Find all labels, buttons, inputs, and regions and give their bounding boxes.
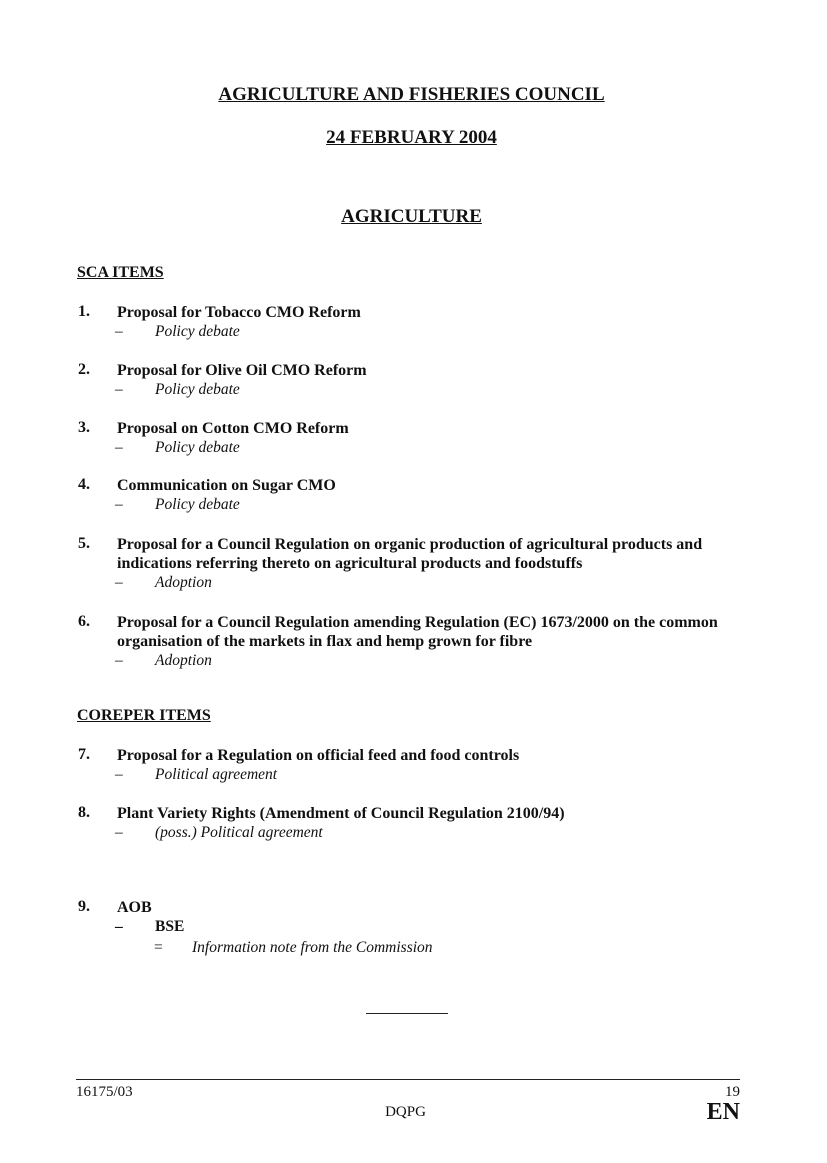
- item-number: 1.: [78, 303, 90, 320]
- item-title: Proposal for Tobacco CMO Reform: [117, 304, 361, 321]
- item-status: Policy debate: [155, 496, 240, 513]
- item-title: Proposal for a Council Regulation on organic production of agricultural products and indications referring thereto on agricultural products and foodstuffs: [117, 536, 703, 572]
- item-title: AOB: [117, 899, 152, 916]
- dash-bullet: –: [115, 381, 123, 398]
- item-number: 7.: [78, 746, 90, 763]
- dash-bullet: –: [115, 918, 123, 935]
- department-code: DQPG: [385, 1104, 426, 1120]
- item-status: Adoption: [155, 574, 212, 591]
- dash-bullet: –: [115, 652, 123, 669]
- doc-number: 16175/03: [76, 1084, 133, 1100]
- meeting-date: 24 FEBRUARY 2004: [326, 127, 497, 148]
- item-title: Proposal for a Council Regulation amending Regulation (EC) 1673/2000 on the common organisation of the markets in flax and hemp grown for fibre: [117, 614, 718, 650]
- item-status: Policy debate: [155, 381, 240, 398]
- dash-bullet: –: [115, 574, 123, 591]
- dash-bullet: –: [115, 323, 123, 340]
- agenda-item: [78, 419, 768, 458]
- equals-bullet: =: [154, 939, 163, 956]
- closing-rule: [366, 1013, 448, 1014]
- dash-bullet: –: [115, 824, 123, 841]
- agenda-item: [78, 535, 768, 593]
- agenda-item: [78, 613, 768, 671]
- item-number: 6.: [78, 613, 90, 630]
- item-title: Plant Variety Rights (Amendment of Council Regulation 2100/94): [117, 805, 565, 822]
- item-status: Adoption: [155, 652, 212, 669]
- agenda-item: [78, 476, 768, 515]
- item-number: 2.: [78, 361, 90, 378]
- page-title: AGRICULTURE AND FISHERIES COUNCIL: [218, 84, 605, 105]
- section-heading-sca: SCA ITEMS: [77, 264, 164, 281]
- item-title: Proposal for Olive Oil CMO Reform: [117, 362, 367, 379]
- footer-rule: [76, 1079, 740, 1080]
- item-status: Policy debate: [155, 323, 240, 340]
- item-subtopic: BSE: [155, 918, 185, 935]
- item-title: Proposal for a Regulation on official feed and food controls: [117, 747, 520, 764]
- item-status: (poss.) Political agreement: [155, 824, 323, 841]
- section-heading-coreper: COREPER ITEMS: [77, 707, 211, 724]
- agenda-item: [78, 898, 768, 958]
- dash-bullet: –: [115, 439, 123, 456]
- item-status: Political agreement: [155, 766, 278, 783]
- language-code: EN: [706, 1099, 740, 1125]
- page-number: 19: [725, 1084, 740, 1100]
- item-title: Proposal on Cotton CMO Reform: [117, 420, 349, 437]
- item-status: Information note from the Commission: [192, 939, 433, 956]
- agenda-item: [78, 361, 768, 400]
- item-number: 5.: [78, 535, 90, 552]
- item-number: 9.: [78, 898, 90, 915]
- dash-bullet: –: [115, 496, 123, 513]
- item-title: Communication on Sugar CMO: [117, 477, 336, 494]
- item-number: 8.: [78, 804, 90, 821]
- item-number: 4.: [78, 476, 90, 493]
- agenda-item: [78, 804, 768, 843]
- dash-bullet: –: [115, 766, 123, 783]
- item-number: 3.: [78, 419, 90, 436]
- subject-heading: AGRICULTURE: [341, 206, 482, 227]
- agenda-item: [78, 303, 768, 342]
- item-status: Policy debate: [155, 439, 240, 456]
- agenda-item: [78, 746, 768, 785]
